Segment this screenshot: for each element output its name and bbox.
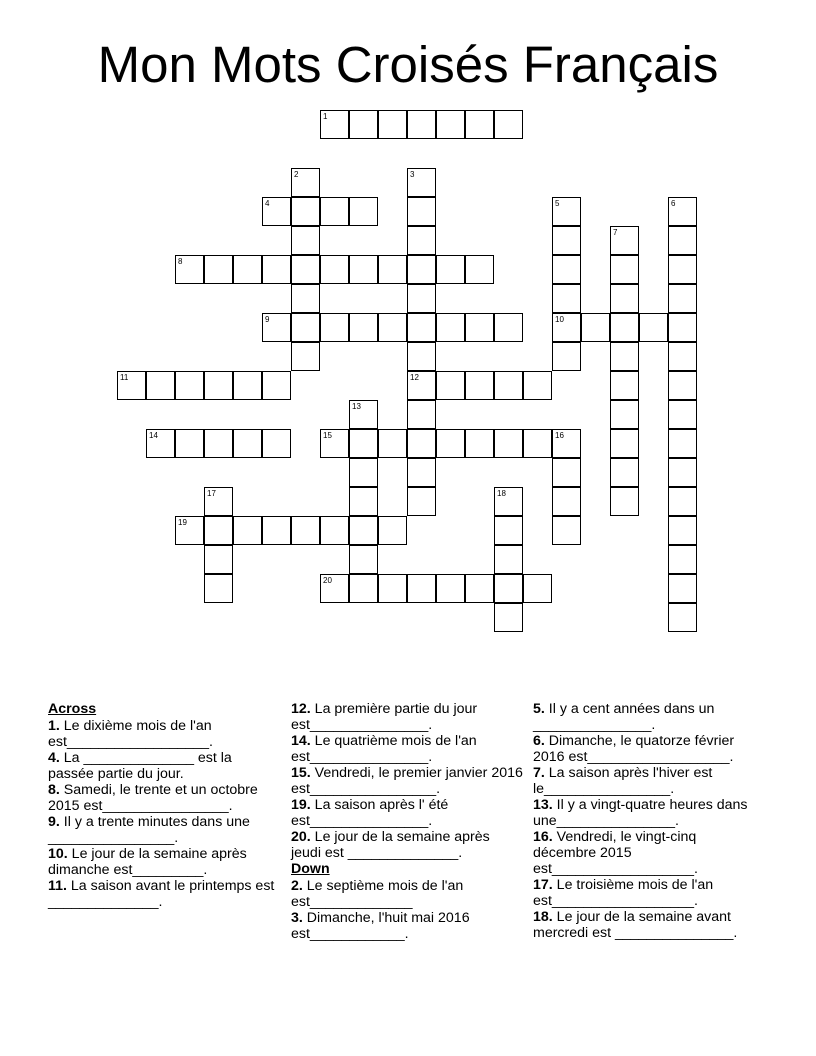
crossword-cell[interactable]	[494, 313, 523, 342]
crossword-cell[interactable]	[378, 255, 407, 284]
crossword-cell[interactable]	[349, 516, 378, 545]
crossword-cell[interactable]	[494, 429, 523, 458]
clue-text: La première partie du jour est_______________.	[291, 701, 478, 733]
crossword-cell[interactable]	[407, 458, 436, 487]
clue-number: 1	[323, 112, 328, 121]
crossword-cell[interactable]	[610, 487, 639, 516]
crossword-cell[interactable]	[610, 284, 639, 313]
crossword-cell[interactable]	[668, 197, 697, 226]
clue-text: Le jour de la semaine avant mercredi est _______________.	[533, 909, 738, 942]
crossword-cell[interactable]	[668, 313, 697, 342]
crossword-cell[interactable]	[552, 226, 581, 255]
clue-number-label: 8.	[48, 781, 60, 798]
clue-number: 16	[555, 431, 564, 440]
clue-number: 13	[352, 402, 361, 411]
crossword-cell[interactable]	[407, 197, 436, 226]
crossword-cell[interactable]	[233, 516, 262, 545]
crossword-cell[interactable]	[668, 429, 697, 458]
clue-text: Le quatrième mois de l'an est_______________.	[291, 733, 477, 765]
clue-number: 2	[294, 170, 299, 179]
clue-column-middle	[291, 702, 523, 943]
clue-number-label: 20.	[291, 829, 311, 846]
clue-number: 20	[323, 576, 332, 585]
crossword-cell[interactable]	[349, 255, 378, 284]
crossword-cell[interactable]	[668, 226, 697, 255]
crossword-cell[interactable]	[262, 371, 291, 400]
crossword-cell[interactable]	[465, 574, 494, 603]
clue-column-right	[533, 702, 761, 942]
crossword-cell[interactable]	[494, 545, 523, 574]
clue-number: 11	[120, 373, 129, 382]
clue-number-label: 15.	[291, 765, 311, 782]
crossword-cell[interactable]	[465, 255, 494, 284]
crossword-cell[interactable]	[668, 487, 697, 516]
crossword-cell[interactable]	[407, 342, 436, 371]
crossword-cell[interactable]	[320, 574, 349, 603]
crossword-cell[interactable]	[291, 313, 320, 342]
crossword-cell[interactable]	[233, 255, 262, 284]
crossword-cell[interactable]	[320, 516, 349, 545]
crossword-cell[interactable]	[175, 516, 204, 545]
crossword-cell[interactable]	[552, 516, 581, 545]
crossword-cell[interactable]	[320, 255, 349, 284]
crossword-cell[interactable]	[668, 284, 697, 313]
clue	[533, 878, 761, 910]
crossword-cell[interactable]	[407, 487, 436, 516]
puzzle-title: Mon Mots Croisés Français	[97, 36, 719, 93]
crossword-cell[interactable]	[465, 110, 494, 139]
crossword-cell[interactable]	[291, 168, 320, 197]
crossword-cell[interactable]	[407, 400, 436, 429]
crossword-cell[interactable]	[668, 574, 697, 603]
clue-number-label: 4.	[48, 749, 60, 766]
crossword-cell[interactable]	[407, 168, 436, 197]
clue-number-label: 17.	[533, 877, 553, 894]
clue-text: Il y a cent années dans un _______________.	[533, 701, 715, 733]
crossword-cell[interactable]	[291, 197, 320, 226]
crossword-cell[interactable]	[494, 574, 523, 603]
clue-text: Vendredi, le premier janvier 2016 est________________.	[291, 765, 523, 797]
clue-number-label: 12.	[291, 701, 311, 717]
clue	[291, 879, 523, 911]
crossword-cell[interactable]	[668, 371, 697, 400]
crossword-cell[interactable]	[436, 574, 465, 603]
clue-number: 5	[555, 199, 560, 208]
crossword-cell[interactable]	[378, 516, 407, 545]
crossword-cell[interactable]	[436, 429, 465, 458]
clue-text: La saison après l' été est_______________.	[291, 797, 449, 830]
clue-number: 17	[207, 489, 216, 498]
crossword-cell[interactable]	[610, 226, 639, 255]
clue	[291, 734, 523, 766]
clue-text: Le septième mois de l'an est_____________	[291, 878, 464, 911]
clue	[48, 815, 280, 847]
clue-column-across	[48, 702, 280, 911]
crossword-cell[interactable]	[668, 400, 697, 429]
clue-number-label: 1.	[48, 717, 60, 734]
clue-number: 9	[265, 315, 270, 324]
crossword-cell[interactable]	[349, 574, 378, 603]
clue	[291, 766, 523, 798]
clue-number-label: 7.	[533, 765, 545, 782]
crossword-cell[interactable]	[349, 545, 378, 574]
crossword-cell[interactable]	[668, 342, 697, 371]
crossword-cell[interactable]	[204, 487, 233, 516]
crossword-cell[interactable]	[668, 545, 697, 574]
crossword-cell[interactable]	[494, 110, 523, 139]
crossword-cell[interactable]	[552, 313, 581, 342]
clue-number-label: 14.	[291, 733, 311, 750]
crossword-cell[interactable]	[349, 313, 378, 342]
crossword-cell[interactable]	[204, 371, 233, 400]
crossword-cell[interactable]	[494, 487, 523, 516]
clue-number-label: 11.	[48, 878, 67, 895]
clue	[48, 879, 280, 911]
crossword-cell[interactable]	[378, 313, 407, 342]
crossword-cell[interactable]	[436, 371, 465, 400]
clue-number: 15	[323, 431, 332, 440]
crossword-cell[interactable]	[320, 110, 349, 139]
clue-number: 19	[178, 518, 187, 527]
clue-text: Vendredi, le vingt-cinq décembre 2015 est__________________.	[533, 829, 698, 877]
down-clue-list	[291, 879, 523, 943]
crossword-cell[interactable]	[204, 516, 233, 545]
crossword-cell[interactable]	[349, 458, 378, 487]
crossword-cell[interactable]	[494, 516, 523, 545]
clue	[533, 734, 761, 766]
crossword-cell[interactable]	[320, 429, 349, 458]
crossword-cell[interactable]	[204, 545, 233, 574]
clue	[533, 910, 761, 942]
clue-text: La ______________ est la passée partie du jour.	[48, 749, 232, 782]
crossword-cell[interactable]	[349, 110, 378, 139]
crossword-cell[interactable]	[465, 371, 494, 400]
crossword-cell[interactable]	[552, 429, 581, 458]
crossword-cell[interactable]	[552, 342, 581, 371]
crossword-cell[interactable]	[610, 400, 639, 429]
crossword-cell[interactable]	[523, 371, 552, 400]
clue	[533, 830, 761, 877]
clue-text: La saison avant le printemps est ______________.	[48, 878, 275, 911]
crossword-cell[interactable]	[436, 255, 465, 284]
crossword-cell[interactable]	[407, 574, 436, 603]
crossword-cell[interactable]	[668, 458, 697, 487]
crossword-cell[interactable]	[291, 342, 320, 371]
clue-number-label: 16.	[533, 829, 553, 846]
crossword-cell[interactable]	[146, 429, 175, 458]
crossword-cell[interactable]	[668, 255, 697, 284]
crossword-cell[interactable]	[581, 313, 610, 342]
crossword-cell[interactable]	[552, 458, 581, 487]
crossword-cell[interactable]	[610, 371, 639, 400]
crossword-cell[interactable]	[639, 313, 668, 342]
crossword-cell[interactable]	[349, 400, 378, 429]
clue	[48, 751, 280, 783]
clue-text: Dimanche, le quatorze février 2016 est__________________.	[533, 733, 735, 765]
crossword-cell[interactable]	[291, 255, 320, 284]
clue	[291, 702, 523, 734]
clue-text: Samedi, le trente et un octobre 2015 est________________.	[48, 781, 258, 814]
crossword-cell[interactable]	[668, 603, 697, 632]
crossword-cell[interactable]	[233, 429, 262, 458]
clue-number: 3	[410, 170, 415, 179]
clue-number-label: 9.	[48, 814, 60, 831]
clue-text: Le troisième mois de l'an est__________________.	[533, 877, 714, 910]
crossword-cell[interactable]	[407, 284, 436, 313]
across-clue-list-continued	[291, 702, 523, 862]
crossword-cell[interactable]	[291, 284, 320, 313]
crossword-cell[interactable]	[552, 487, 581, 516]
down-clue-list-continued	[533, 702, 761, 942]
crossword-cell[interactable]	[436, 313, 465, 342]
clue-text: Il y a trente minutes dans une ________________.	[48, 814, 250, 846]
crossword-cell[interactable]	[349, 197, 378, 226]
clue-number: 10	[555, 315, 564, 324]
crossword-cell[interactable]	[523, 429, 552, 458]
crossword-cell[interactable]	[349, 487, 378, 516]
crossword-cell[interactable]	[552, 284, 581, 313]
clue-number-label: 13.	[533, 797, 553, 814]
clue-number: 8	[178, 257, 183, 266]
clue	[48, 719, 280, 751]
clue	[291, 911, 523, 943]
crossword-cell[interactable]	[610, 342, 639, 371]
clue	[533, 766, 761, 798]
clue-text: Le jour de la semaine après jeudi est ______________.	[291, 829, 490, 862]
clue-text: La saison après l'hiver est le________________.	[533, 765, 713, 797]
crossword-cell[interactable]	[349, 429, 378, 458]
crossword-cell[interactable]	[378, 574, 407, 603]
crossword-cell[interactable]	[523, 574, 552, 603]
crossword-cell[interactable]	[320, 197, 349, 226]
crossword-cell[interactable]	[175, 255, 204, 284]
clue-number: 7	[613, 228, 618, 237]
crossword-cell[interactable]	[262, 429, 291, 458]
crossword-cell[interactable]	[436, 110, 465, 139]
crossword-cell[interactable]	[610, 458, 639, 487]
crossword-cell[interactable]	[175, 371, 204, 400]
crossword-cell[interactable]	[117, 371, 146, 400]
crossword-cell[interactable]	[610, 255, 639, 284]
clue-number-label: 18.	[533, 909, 553, 926]
crossword-cell[interactable]	[407, 371, 436, 400]
crossword-cell[interactable]	[494, 371, 523, 400]
crossword-cell[interactable]	[204, 574, 233, 603]
clue-number-label: 6.	[533, 733, 545, 750]
crossword-cell[interactable]	[407, 110, 436, 139]
clue-number: 14	[149, 431, 158, 440]
clue-number: 12	[410, 373, 419, 382]
crossword-cell[interactable]	[668, 516, 697, 545]
down-heading: Down	[291, 861, 330, 878]
across-heading: Across	[48, 701, 97, 717]
crossword-cell[interactable]	[262, 313, 291, 342]
clue-number-label: 10.	[48, 846, 68, 863]
clue	[533, 702, 761, 734]
crossword-cell[interactable]	[233, 371, 262, 400]
crossword-cell[interactable]	[407, 255, 436, 284]
crossword-cell[interactable]	[262, 197, 291, 226]
crossword-cell[interactable]	[407, 313, 436, 342]
crossword-cell[interactable]	[552, 197, 581, 226]
crossword-cell[interactable]	[407, 226, 436, 255]
crossword-cell[interactable]	[320, 313, 349, 342]
crossword-cell[interactable]	[204, 255, 233, 284]
crossword-cell[interactable]	[262, 255, 291, 284]
clue-number-label: 19.	[291, 797, 311, 814]
crossword-cell[interactable]	[610, 429, 639, 458]
clue-text: Il y a vingt-quatre heures dans une_______________.	[533, 797, 748, 830]
crossword-cell[interactable]	[291, 516, 320, 545]
clue-number: 18	[497, 489, 506, 498]
clue	[48, 783, 280, 815]
crossword-cell[interactable]	[204, 429, 233, 458]
clue-number-label: 5.	[533, 701, 545, 717]
crossword-cell[interactable]	[610, 313, 639, 342]
across-clue-list	[48, 719, 280, 911]
crossword-cell[interactable]	[407, 429, 436, 458]
clue-text: Le dixième mois de l'an est__________________.	[48, 717, 213, 750]
clue-number-label: 3.	[291, 910, 303, 927]
clue	[291, 830, 523, 862]
crossword-cell[interactable]	[146, 371, 175, 400]
crossword-cell[interactable]	[378, 110, 407, 139]
crossword-cell[interactable]	[465, 429, 494, 458]
crossword-cell[interactable]	[291, 226, 320, 255]
crossword-cell[interactable]	[262, 516, 291, 545]
crossword-cell[interactable]	[465, 313, 494, 342]
crossword-cell[interactable]	[378, 429, 407, 458]
clue-number: 6	[671, 199, 676, 208]
clue	[291, 798, 523, 830]
clue	[533, 798, 761, 830]
clue	[48, 847, 280, 879]
crossword-cell[interactable]	[552, 255, 581, 284]
crossword-cell[interactable]	[494, 603, 523, 632]
clue-number-label: 2.	[291, 878, 303, 895]
clue-number: 4	[265, 199, 270, 208]
crossword-cell[interactable]	[175, 429, 204, 458]
clue-text: Le jour de la semaine après dimanche est_________.	[48, 846, 247, 878]
clue-text: Dimanche, l'huit mai 2016 est____________.	[291, 910, 470, 943]
